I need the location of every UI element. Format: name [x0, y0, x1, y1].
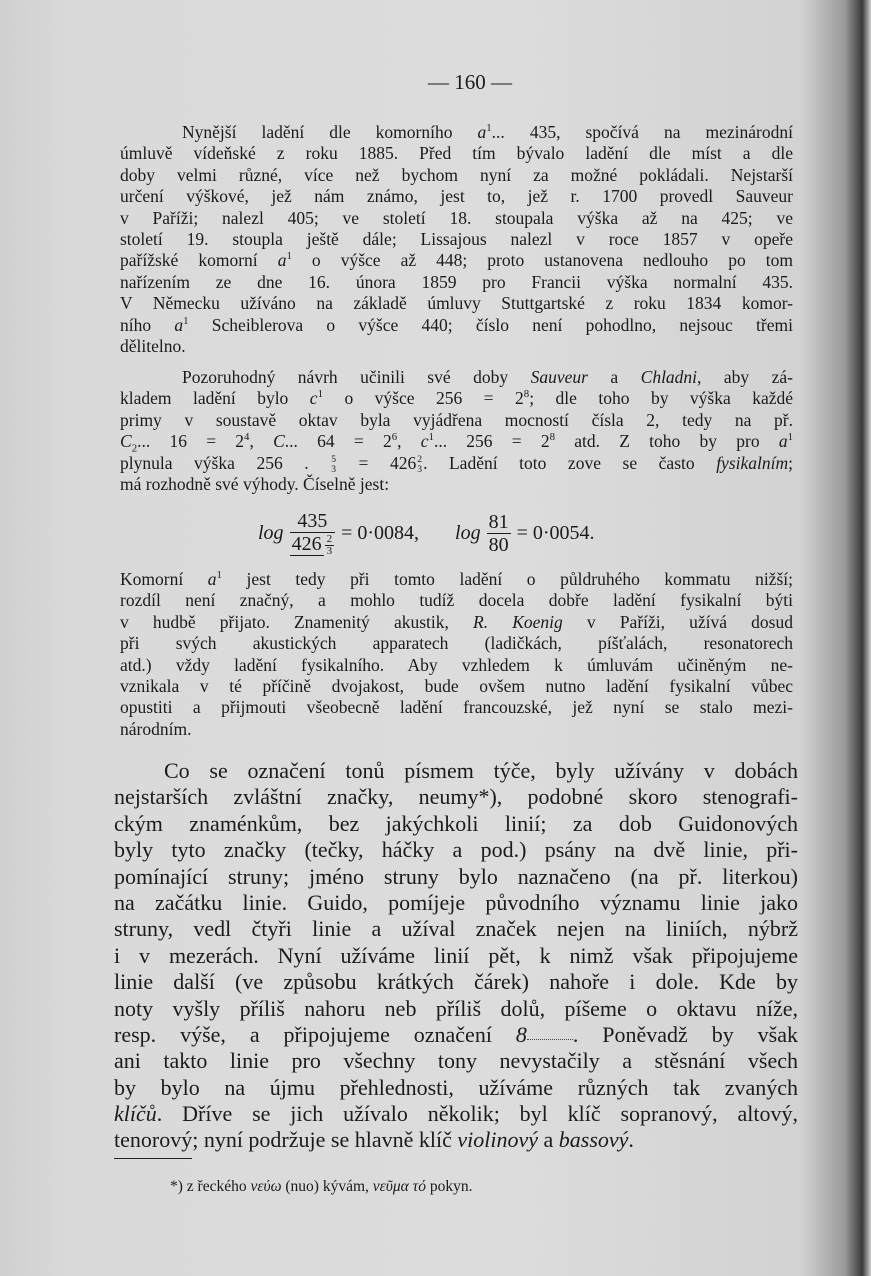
text: ... 256 = 2	[433, 431, 550, 452]
text-line	[120, 315, 793, 336]
text: by bylo na újmu přehlednosti, užíváme různých tak zvaných	[114, 1074, 798, 1100]
fraction-part: 3	[331, 463, 336, 475]
paragraph	[120, 569, 793, 740]
text: ... 16 = 2	[137, 431, 245, 452]
superscript: 8	[523, 388, 530, 401]
text-line	[114, 811, 798, 837]
italic-text: a	[174, 314, 184, 335]
text: ,	[397, 431, 421, 452]
text: ckým znaménkům, bez jakýchkoli linií; za dob Guidonových	[114, 810, 798, 836]
text-line	[120, 229, 793, 250]
text: . Poněvadž by však	[572, 1021, 798, 1047]
footnote-divider	[114, 1158, 192, 1159]
text: noty vyšly příliš nahoru neb příliš dolů, píšeme o oktavu níže,	[114, 995, 798, 1021]
text: ; dle toho by výška každé	[529, 388, 794, 409]
superscript: 1	[216, 569, 222, 582]
text-line	[120, 336, 793, 357]
italic-text: a	[778, 431, 788, 452]
paragraph	[120, 367, 793, 495]
italic-text: c	[309, 388, 318, 409]
text-line	[120, 165, 793, 186]
text: = 426	[337, 452, 417, 473]
text-line	[120, 250, 793, 271]
superscript: 4	[244, 431, 250, 444]
superscript: 1	[428, 431, 434, 444]
text-line	[120, 633, 793, 654]
italic-text: R. Koenig	[473, 611, 563, 632]
text: ,	[249, 431, 274, 452]
text-line	[120, 143, 793, 164]
italic-text: C	[120, 431, 132, 452]
fraction-part: 5	[331, 453, 336, 465]
superscript: 1	[486, 122, 492, 135]
text-line	[120, 367, 793, 388]
text-line	[120, 410, 793, 431]
text-line	[120, 388, 793, 409]
formula	[258, 510, 595, 557]
text-line	[114, 758, 798, 784]
text: linie další (ve způsobu krátkých čárek) nahoře i dole. Kde by	[114, 969, 798, 995]
text: a	[587, 367, 641, 387]
text: , aby zá-	[697, 367, 793, 387]
text-line	[120, 122, 793, 143]
text: plynula výška 256 .	[120, 452, 331, 473]
text: opustiti a přijmouti všeobecně ladění francouzské, jež nyní se stalo mezi-	[120, 697, 793, 718]
formula-log-1: log	[258, 521, 284, 544]
text-line	[114, 1022, 798, 1048]
text: . Ladění toto zove se často	[423, 452, 717, 473]
italic-text: Sauveur	[530, 367, 588, 387]
superscript: 1	[317, 388, 323, 401]
italic-text: νεῦμα τό	[372, 1178, 426, 1195]
text: doby velmi různé, více než bychom nyní za možné pokládali. Nejstarší	[120, 164, 793, 185]
italic-text: a	[277, 250, 287, 271]
text: *) z řeckého	[170, 1178, 251, 1195]
superscript: 6	[391, 431, 398, 444]
text-line	[120, 590, 793, 611]
denominator-whole: 426	[291, 533, 322, 555]
text: primy v soustavě oktav byla vyjádřena mocností čísla 2, tedy na př.	[120, 409, 793, 430]
text: .	[628, 1127, 634, 1153]
text: atd. Z toho by pro	[555, 431, 779, 452]
fraction-435-over-426	[290, 510, 336, 557]
fraction-81-over-80	[487, 511, 511, 556]
text: jest tedy při tomto ladění o půldruhého kommatu nižší;	[221, 569, 793, 589]
formula-result-2: = 0·0054.	[516, 521, 595, 544]
text: ani takto linie pro všechny tony nevystačily a stěsnání všech	[114, 1048, 798, 1074]
text: pokyn.	[425, 1178, 473, 1195]
text: i v mezerách. Nyní užíváme linií pět, k nimž však připojujeme	[114, 942, 798, 968]
text: a	[538, 1127, 559, 1153]
text: atd.) vždy ladění fysikalního. Aby vzhledem k úmluvám učiněným ne-	[120, 654, 793, 675]
inline-fraction	[331, 455, 336, 474]
italic-text: 8	[515, 1021, 527, 1047]
denominator-fraction	[325, 534, 335, 557]
text: o výšce až 448; proto ustanovena nedlouho po tom	[291, 250, 793, 271]
subscript: 2	[131, 442, 138, 455]
text: . Dříve se jich užívalo několik; byl klíč sopranový, altový,	[156, 1101, 798, 1127]
text: tenorový; nyní podržuje se hlavně klíč	[114, 1127, 458, 1153]
text: byly tyto značky (tečky, háčky a pod.) psány na dvě linie, při-	[114, 837, 798, 863]
text-line	[120, 655, 793, 676]
text: V Německu užíváno na základě úmluvy Stuttgartské z roku 1834 komor-	[120, 293, 793, 314]
formula-result-1: = 0·0084,	[341, 521, 420, 544]
text: ... 435, spočívá na mezinárodní	[491, 122, 793, 142]
text: pařížské komorní	[120, 250, 278, 271]
text-line	[120, 208, 793, 229]
paragraph	[120, 122, 793, 357]
fraction-part: 2	[417, 453, 423, 465]
text: ního	[120, 314, 175, 335]
text-line	[120, 676, 793, 697]
numerator: 435	[290, 510, 336, 533]
text: v Paříži; nalezl 405; ve století 18. stoupala výška až na 425; ve	[120, 207, 793, 228]
text-line	[120, 293, 793, 314]
text: ;	[788, 452, 793, 473]
superscript: 1	[286, 250, 292, 263]
italic-text: a	[477, 122, 487, 142]
text: nařízením ze dne 16. února 1859 pro Francii výška normalní 435.	[120, 271, 793, 292]
text-line	[120, 569, 793, 590]
text-line	[120, 474, 793, 495]
superscript: 1	[787, 431, 793, 444]
text-line	[120, 186, 793, 207]
footnote	[170, 1178, 472, 1196]
frac-den: 3	[326, 544, 333, 557]
text-line	[114, 1048, 798, 1074]
text-line	[120, 612, 793, 633]
text-line	[114, 969, 798, 995]
italic-text: νεύω	[250, 1178, 282, 1195]
italic-text: klíčů	[114, 1101, 157, 1127]
fraction-part: 3	[417, 463, 423, 475]
ottava-wavy-line	[527, 1033, 573, 1040]
text-line	[114, 1101, 798, 1127]
text: vznikala v té příčině dvojakost, bude ovšem nutno ladění fysikalní vůbec	[120, 675, 793, 696]
text: Co se označení tonů písmem týče, byly užívány v dobách	[164, 758, 798, 783]
italic-text: Chladni	[640, 367, 698, 387]
text: nejstarších zvláštní značky, neumy*), podobné skoro stenografi-	[114, 784, 798, 810]
text: kladem ladění bylo	[120, 388, 310, 409]
text-line	[114, 784, 798, 810]
text: Pozoruhodný návrh učinili své doby	[182, 367, 531, 387]
text: (nuo) kývám,	[281, 1178, 373, 1195]
text: Scheiblerova o výšce 440; číslo není pohodlno, nejsouc třemi	[188, 314, 793, 335]
text: národním.	[120, 718, 192, 739]
text: při svých akustických apparatech (ladičkách, píšťalách, resonatorech	[120, 633, 793, 654]
page-number: — 160 —	[428, 70, 512, 94]
text-line	[114, 996, 798, 1022]
text-line	[120, 719, 793, 740]
text: o výšce 256 = 2	[322, 388, 524, 409]
text: resp. výše, a připojujeme označení	[114, 1021, 516, 1047]
text: má rozhodně své výhody. Číselně jest:	[120, 473, 390, 494]
text-line	[120, 453, 793, 474]
italic-text: c	[420, 431, 429, 452]
italic-text: violinový	[457, 1127, 538, 1153]
text: struny, vedl čtyři linie a užíval značek nejen na liniích, nýbrž	[114, 916, 798, 942]
text-line	[114, 943, 798, 969]
denominator	[290, 533, 336, 557]
text: dělitelno.	[120, 335, 186, 356]
text-line	[114, 837, 798, 863]
text: úmluvě vídeňské z roku 1885. Před tím bývalo ladění dle míst a dle	[120, 143, 793, 164]
text: Komorní	[120, 569, 208, 589]
text-line	[114, 1127, 798, 1153]
superscript: 8	[549, 431, 556, 444]
text-line	[114, 864, 798, 890]
text-line	[114, 916, 798, 942]
formula-log-2: log	[455, 521, 481, 544]
text: v Paříži, užívá dosud	[562, 611, 793, 632]
text: určení výškové, jež nám známo, jest to, jež r. 1700 provedl Sauveur	[120, 186, 793, 207]
text-line	[114, 1075, 798, 1101]
text-line	[120, 697, 793, 718]
italic-text: bassový	[558, 1127, 629, 1153]
paragraph	[114, 758, 798, 1154]
text-line	[120, 431, 793, 455]
inline-fraction	[417, 455, 422, 474]
text-line	[114, 890, 798, 916]
text: ... 64 = 2	[284, 431, 392, 452]
italic-text: a	[207, 569, 217, 589]
denominator: 80	[488, 533, 509, 556]
text: rozdíl není značný, a mohlo tudíž docela dobře ladění fysikalní býti	[120, 590, 793, 611]
text: v hudbě přijato. Znamenitý akustik,	[120, 611, 474, 632]
frac-num: 2	[326, 532, 333, 545]
numerator: 81	[488, 510, 509, 533]
text-line	[120, 272, 793, 293]
superscript: 1	[183, 314, 189, 327]
text: století 19. stoupla ještě dále; Lissajous nalezl v roce 1857 v opeře	[120, 228, 793, 249]
text: Nynější ladění dle komorního	[182, 122, 478, 142]
italic-text: fysikalním	[716, 452, 789, 473]
text: na začátku linie. Guido, pomíjeje původního významu linie jako	[114, 889, 798, 915]
italic-text: C	[273, 431, 285, 452]
text: pomínající struny; jméno struny bylo naznačeno (na př. literkou)	[114, 863, 798, 889]
